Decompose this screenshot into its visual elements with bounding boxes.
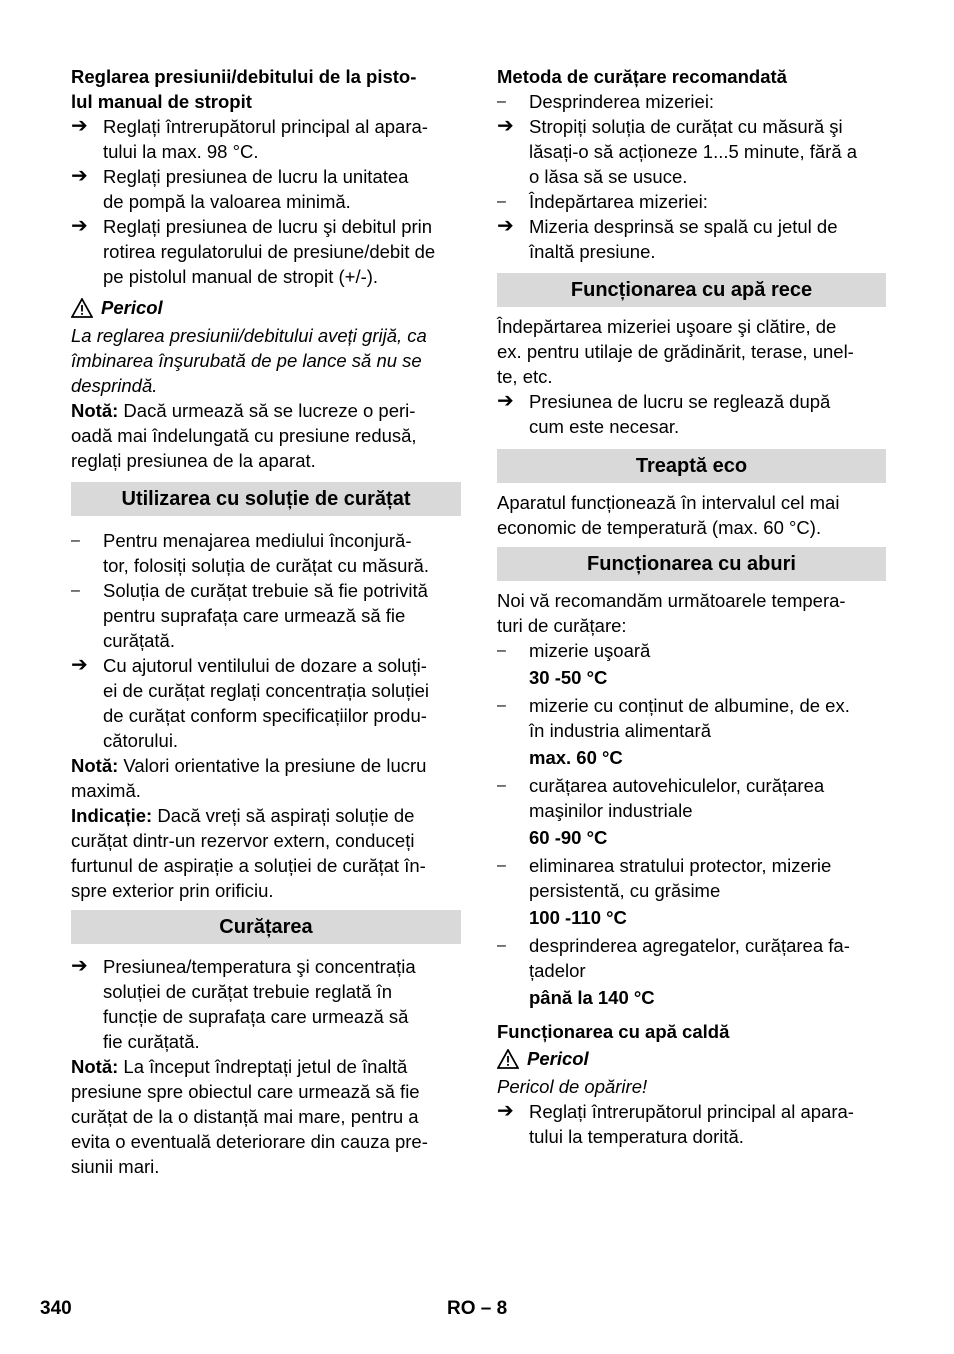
temperature-value: 60 -90 °C	[529, 827, 608, 848]
arrow-icon: ➔	[71, 955, 88, 977]
step-item: ➔ Reglați presiunea de lucru şi debitul prin rotirea regulatorului de presiune/debit de pe pistolul manual de stropit (+/-).	[71, 215, 436, 287]
danger-label: Pericol	[101, 297, 163, 318]
danger-text: Pericol de opărire!	[497, 1076, 648, 1097]
dash-item: – Pentru menajarea mediului înconjură- tor, folosiți soluția de curățat cu măsură.	[71, 530, 429, 576]
temperature-item: – eliminarea stratului protector, mizerie persistentă, cu grăsime	[497, 855, 832, 901]
right-column	[497, 64, 886, 1149]
arrow-icon: ➔	[71, 165, 88, 187]
temperature-value: 30 -50 °C	[529, 667, 608, 688]
temperature-value: max. 60 °C	[529, 747, 623, 768]
step-item: ➔ Reglați întrerupătorul principal al apara- tului la max. 98 °C.	[71, 115, 428, 162]
steam-text: Noi vă recomandăm următoarele tempera- turi de curățare:	[497, 590, 846, 636]
note-paragraph: Notă: La început îndreptați jetul de înaltă presiune spre obiectul care urmează să fie curățat de la o distanță mai mare, pentru a evita o eventuală deteriorare din cauza pre- siunii mari.	[71, 1056, 428, 1177]
method-heading: Metoda de curățare recomandată	[497, 66, 787, 87]
warning-triangle-icon	[497, 1049, 519, 1069]
dash-item: – Soluția de curățat trebuie să fie potrivită pentru suprafața care urmează să fie curățată.	[71, 580, 428, 651]
section-title-steam: Funcționarea cu aburi	[497, 547, 886, 581]
pressure-heading: Reglarea presiunii/debitului de la pisto- lul manual de stropit	[71, 66, 417, 112]
step-item: ➔ Cu ajutorul ventilului de dozare a soluți- ei de curățat reglați concentrația soluției de curățat conform specificațiilor produ- cătorului.	[71, 654, 429, 751]
arrow-icon: ➔	[497, 390, 514, 412]
section-title-cleaning: Curățarea	[71, 910, 461, 944]
danger-label: Pericol	[527, 1048, 589, 1069]
temperature-item: – mizerie cu conținut de albumine, de ex. în industria alimentară	[497, 695, 850, 741]
step-item: ➔ Stropiți soluția de curățat cu măsură şi lăsați-o să acționeze 1...5 minute, fără a o lăsa să se usuce.	[497, 115, 858, 187]
arrow-icon: ➔	[71, 654, 88, 676]
dash-item: – Îndepărtarea mizeriei:	[497, 191, 708, 212]
arrow-icon: ➔	[497, 215, 514, 237]
step-item: ➔ Presiunea/temperatura şi concentrația soluției de curățat trebuie reglată în funcție de suprafața care urmează să fie curățată.	[71, 955, 416, 1052]
cold-water-text: Îndepărtarea mizeriei uşoare şi clătire, de ex. pentru utilaje de grădinărit, terase, unel- te, etc.	[497, 316, 854, 387]
arrow-icon: ➔	[71, 215, 88, 237]
temperature-item: – mizerie uşoară	[497, 640, 651, 661]
danger-callout	[497, 1046, 886, 1071]
arrow-icon: ➔	[71, 115, 88, 137]
step-item: ➔ Reglați presiunea de lucru la unitatea de pompă la valoarea minimă.	[71, 165, 409, 212]
step-item: ➔ Presiunea de lucru se reglează după cum este necesar.	[497, 390, 831, 437]
hot-water-heading: Funcționarea cu apă caldă	[497, 1021, 730, 1042]
eco-text: Aparatul funcționează în intervalul cel mai economic de temperatură (max. 60 °C).	[497, 492, 840, 538]
temperature-item: – curățarea autovehiculelor, curățarea maşinilor industriale	[497, 775, 825, 821]
note-paragraph: Notă: Valori orientative la presiune de lucru maximă.	[71, 755, 427, 801]
temperature-value: 100 -110 °C	[529, 907, 627, 928]
section-title-eco: Treaptă eco	[497, 449, 886, 483]
dash-item: – Desprinderea mizeriei:	[497, 91, 715, 112]
temperature-item: – desprinderea agregatelor, curățarea fa- țadelor	[497, 935, 850, 981]
left-column	[71, 64, 461, 1179]
hint-paragraph: Indicație: Dacă vreți să aspirați soluție de curățat dintr-un rezervor extern, conduceți furtunul de aspirație a soluției de curățat în- spre exterior prin orificiu.	[71, 805, 426, 901]
danger-callout	[71, 295, 461, 320]
step-item: ➔ Reglați întrerupătorul principal al apara- tului la temperatura dorită.	[497, 1100, 854, 1147]
arrow-icon: ➔	[497, 115, 514, 137]
arrow-icon: ➔	[497, 1100, 514, 1122]
danger-text: La reglarea presiunii/debitului aveți grijă, ca îmbinarea înşurubată de pe lance să nu se desprindă.	[71, 325, 427, 396]
temperature-value: până la 140 °C	[529, 987, 655, 1008]
section-label: RO – 8	[447, 1298, 508, 1319]
section-title-cleaning-agent: Utilizarea cu soluție de curățat	[71, 482, 461, 516]
step-item: ➔ Mizeria desprinsă se spală cu jetul de înaltă presiune.	[497, 215, 838, 262]
section-title-cold-water: Funcționarea cu apă rece	[497, 273, 886, 307]
page-number: 340	[40, 1298, 72, 1319]
note-paragraph: Notă: Dacă urmează să se lucreze o peri- oadă mai îndelungată cu presiune redusă, reglați presiunea de la aparat.	[71, 400, 417, 471]
warning-triangle-icon	[71, 298, 93, 318]
